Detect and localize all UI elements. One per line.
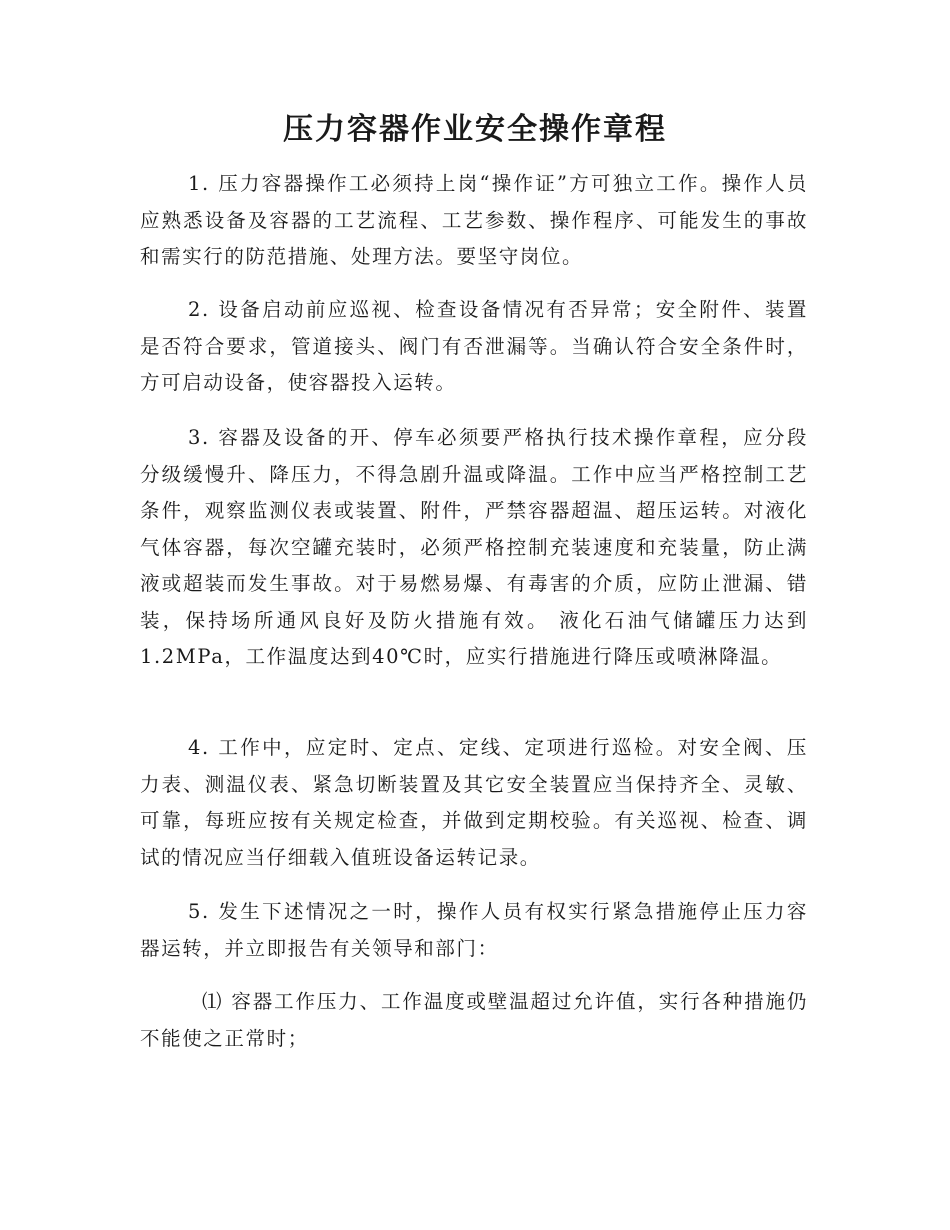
paragraph-4: 4. 工作中，应定时、定点、定线、定项进行巡检。对安全阀、压力表、测温仪表、紧急切断装置及其它安全装置应当保持齐全、灵敏、可靠，每班应按有关规定检查，并做到定期校验。有关巡视、检查、调试的情况应当仔细载入值班设备运转记录。 [140, 736, 808, 869]
paragraph-2: 2. 设备启动前应巡视、检查设备情况有否异常；安全附件、装置是否符合要求，管道接头、阀门有否泄漏等。当确认符合安全条件时，方可启动设备，使容器投入运转。 [140, 298, 808, 394]
paragraph-5-item-1: ⑴ 容器工作压力、工作温度或壁温超过允许值，实行各种措施仍不能使之正常时； [140, 990, 808, 1050]
paragraph-5: 5. 发生下述情况之一时，操作人员有权实行紧急措施停止压力容器运转，并立即报告有关领导和部门： [140, 900, 808, 960]
paragraph-1: 1. 压力容器操作工必须持上岗“操作证”方可独立工作。操作人员应熟悉设备及容器的工艺流程、工艺参数、操作程序、可能发生的事故和需实行的防范措施、处理方法。要坚守岗位。 [140, 172, 808, 268]
document-title: 压力容器作业安全操作章程 [283, 112, 667, 147]
paragraph-3: 3. 容器及设备的开、停车必须要严格执行技术操作章程，应分段分级缓慢升、降压力，不得急剧升温或降温。工作中应当严格控制工艺条件，观察监测仪表或装置、附件，严禁容器超温、超压运转。对液化气体容器，每次空罐充装时，必须严格控制充装速度和充装量，防止满液或超装而发生事故。对于易燃易爆、有毒害的介质，应防止泄漏、错装，保持场所通风良好及防火措施有效。 液化石油气储罐压力达到1.2MPa，工作温度达到40℃时，应实行措施进行降压或喷淋降温。 [140, 426, 808, 668]
